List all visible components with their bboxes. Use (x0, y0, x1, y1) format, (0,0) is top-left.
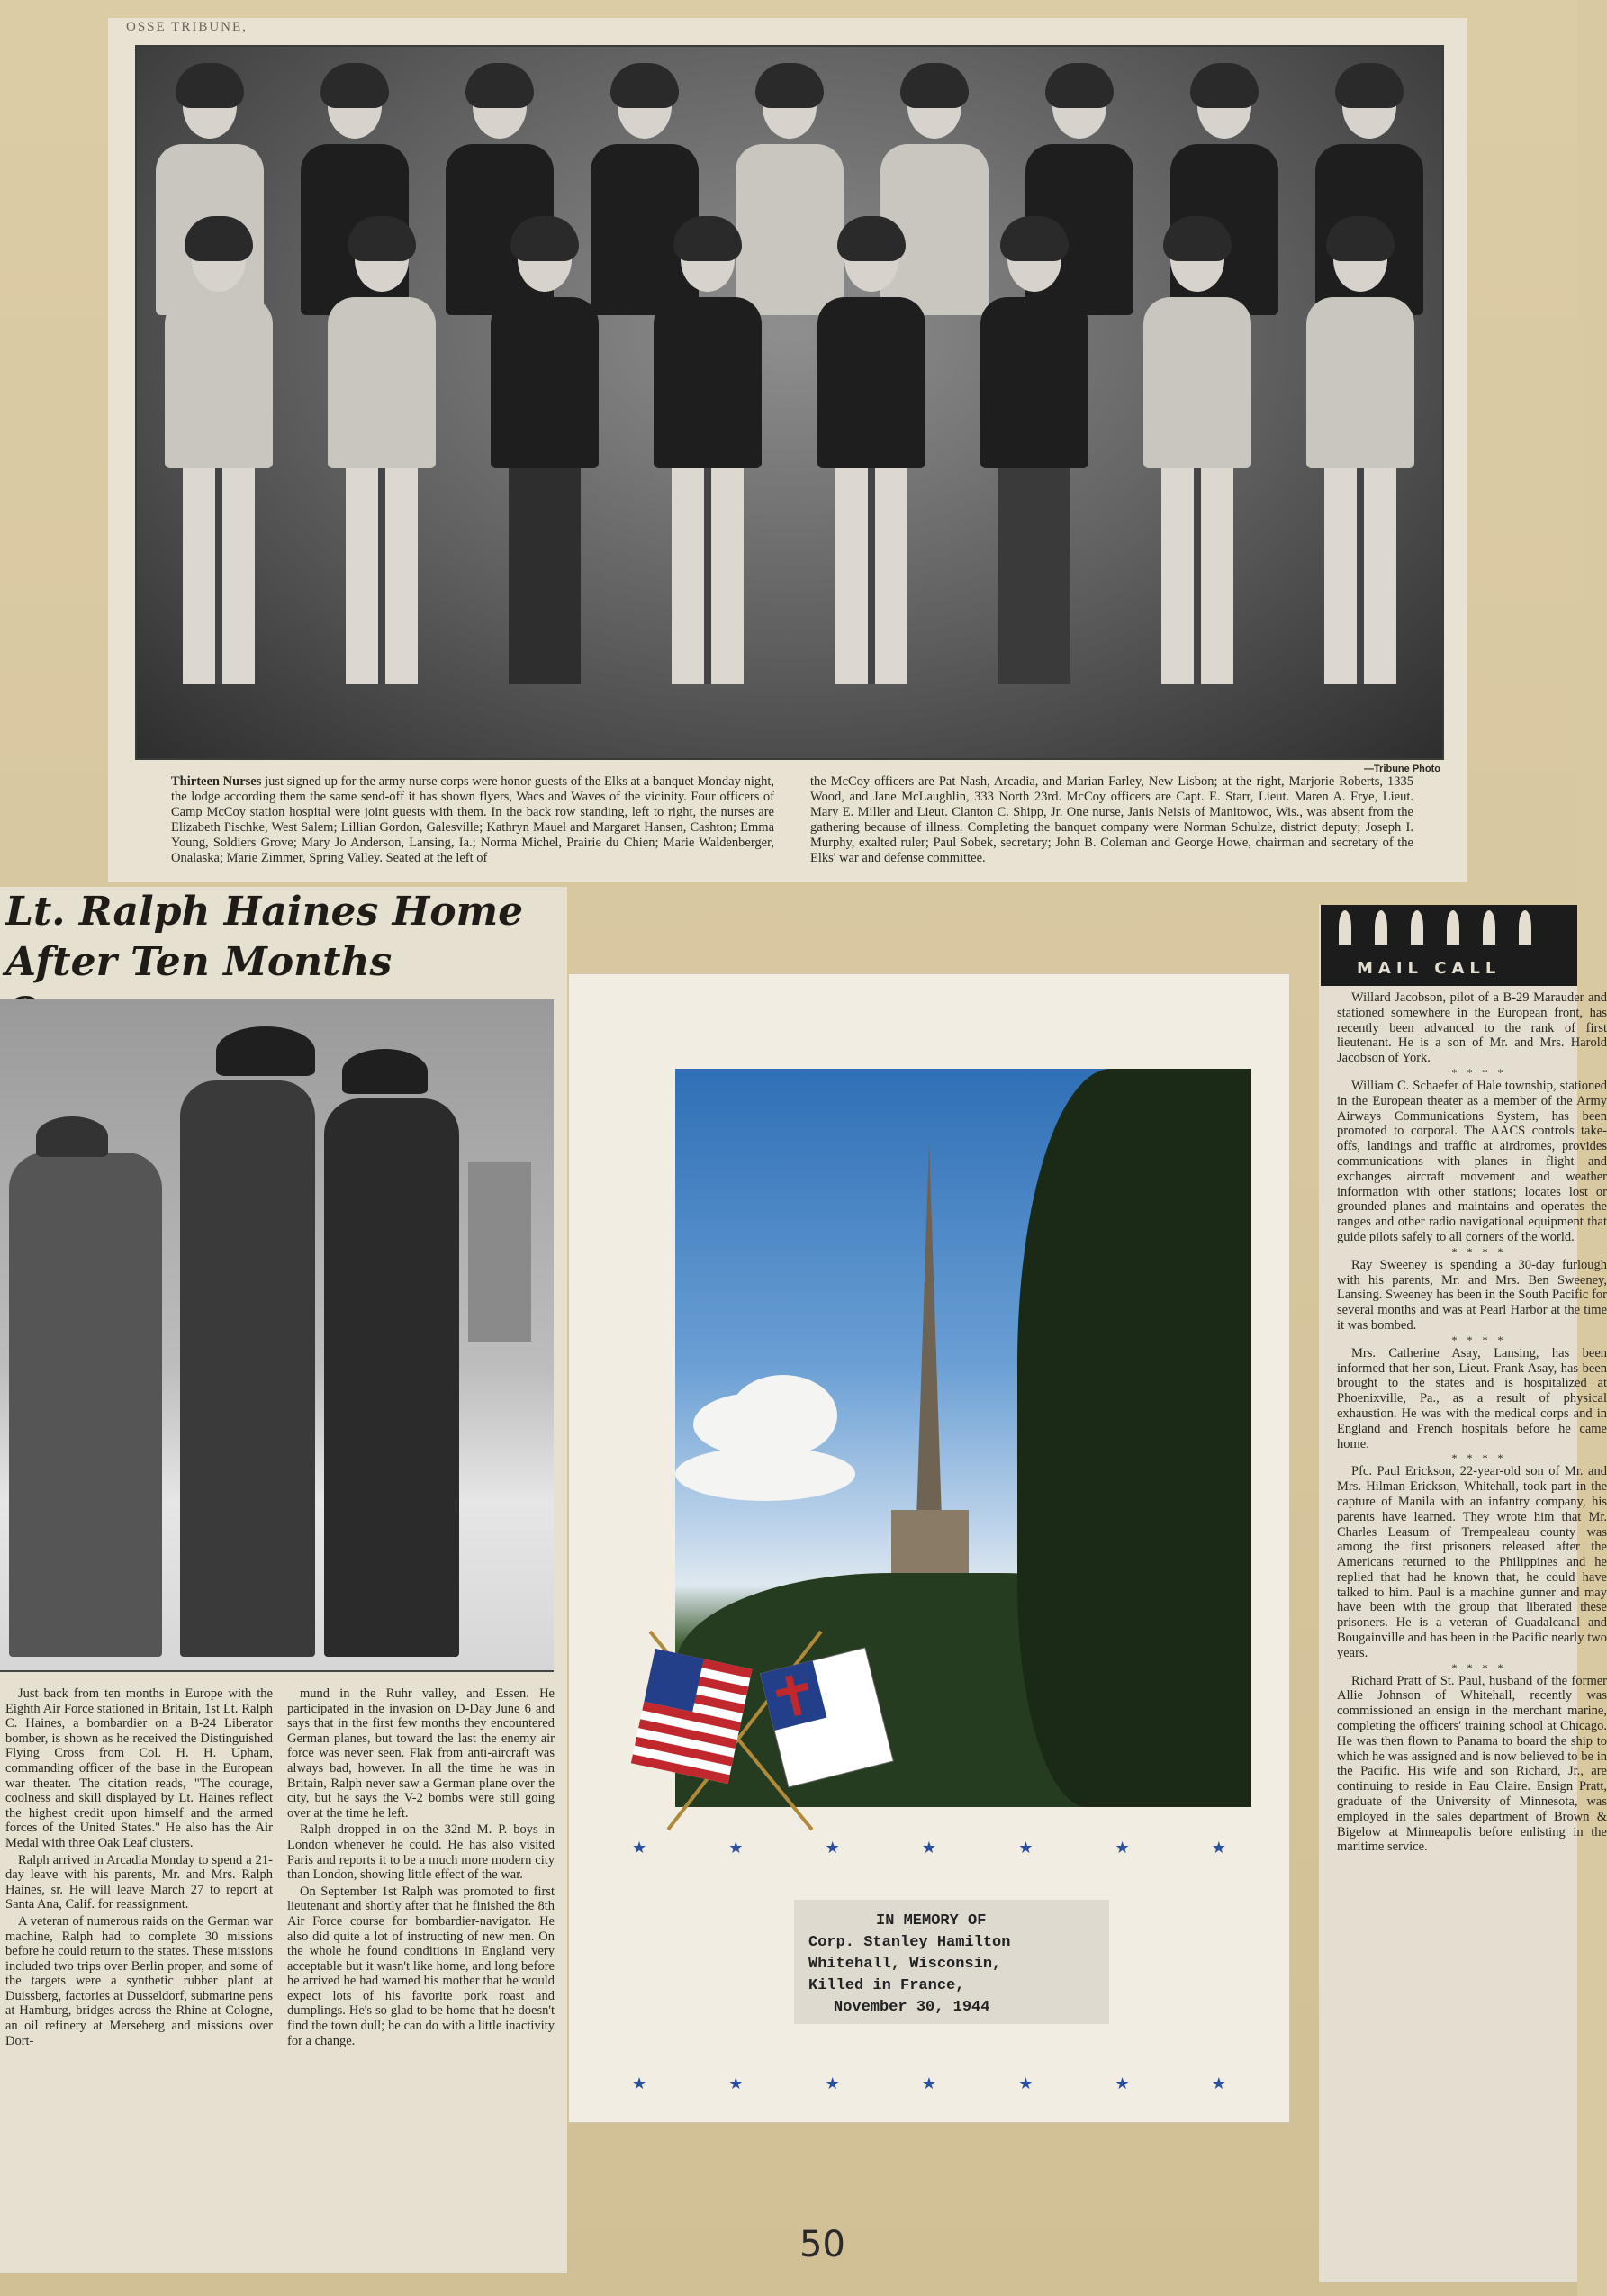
nurses-group-photo (135, 45, 1444, 760)
star-icon: ★ (728, 2075, 744, 2093)
memorial-line-1: IN MEMORY OF (876, 1912, 987, 1930)
star-icon: ★ (921, 2075, 937, 2093)
paragraph: William C. Schaefer of Hale township, stationed in the European theater as a member of the Army Airways Communications System, has been promoted to corporal. The AACS controls take-offs, landings and traffic at airdromes, provides communications with planes in flight and exchanges aircraft movement and weather information with other stations; locates lost or grounded planes and maintains and operates the ranges and other radio navigational equipment that guide pilots safely to all corners of the world. (1337, 1078, 1607, 1244)
separator: * * * * (1451, 1660, 1507, 1674)
headline-line-1: Lt. Ralph Haines Home (5, 889, 524, 935)
star-icon: ★ (825, 1839, 840, 1857)
paragraph: Just back from ten months in Europe with the Eighth Air Force stationed in Britain, 1st Lt. Ralph C. Haines, a bombardier on a B-24 Liberator bomber, is shown as he received the Distinguished Flying Cross from Col. H. H. Upham, commanding officer of the base in the European war theater. The citation reads, "The courage, coolness and skill displayed by Lt. Haines reflect the highest credit upon himself and the armed forces of the United States." He also has the Air Medal with three Oak Leaf clusters. (5, 1686, 273, 1850)
article-body (5, 1686, 555, 2050)
star-icon: ★ (1211, 2075, 1226, 2093)
nurses-caption (171, 774, 1413, 866)
star-icon: ★ (1115, 2075, 1130, 2093)
person (328, 227, 436, 684)
person (817, 227, 925, 684)
star-icon: ★ (1018, 2075, 1034, 2093)
person (654, 227, 762, 684)
article-column-1 (5, 1686, 273, 2050)
paragraph: Pfc. Paul Erickson, 22-year-old son of Mr. and Mrs. Hilman Erickson, Whitehall, took part in the capture of Manila with an infantry company, his parents have learned. They wrote him that Mr. Charles Leasum of Trempealeau county was among the first prisoners released after the Americans returned to the Philippines and he replied that had he known that, he could have talked to him. Paul is a machine gunner and may have been with the group that liberated these prisoners. He is a veteran of Guadalcanal and Bougainville and has been in the Pacific nearly two years. (1337, 1464, 1607, 1660)
memorial-inscription (794, 1900, 1109, 2024)
caption-right: the McCoy officers are Pat Nash, Arcadia, and Marian Farley, New Lisbon; at the right, Marjorie Roberts, 1335 Wood, and Jane McLaughlin, 333 North 23rd. McCoy officers are Capt. E. Starr, Lieut. Maren A. Frye, Lieut. Mary E. Miller and Lieut. Clanton C. Shipp, Jr. One nurse, Janis Neisis of Manitowoc, Wis., was absent from the gathering because of illness. Completing the banquet company were Norman Schulze, district deputy; Joseph I. Murphy, exalted ruler; Paul Sobek, secretary; John B. Coleman and George Howe, chairman and secretary of the Elks' war and defense committee. (810, 774, 1413, 865)
paragraph: Willard Jacobson, pilot of a B-29 Marauder and stationed somewhere in the European front, has recently been advanced to the rank of first lieutenant. He is a son of Mr. and Mrs. Harold Jacobson of York. (1337, 990, 1607, 1066)
mail-call-body (1337, 990, 1607, 1855)
front-row (137, 227, 1442, 684)
memorial-line-5: November 30, 1944 (834, 1999, 990, 2016)
star-icon: ★ (1018, 1839, 1034, 1857)
memorial-line-4: Killed in France, (808, 1977, 965, 1994)
mail-call-title: MAIL CALL (1357, 959, 1502, 978)
memorial-line-2: Corp. Stanley Hamilton (808, 1934, 1011, 1951)
paragraph: Richard Pratt of St. Paul, husband of the former Allie Johnson of Whitehall, recently was commissioned an ensign in the merchant marine, completing the officers' training school at Chicago. He was then flown to Panama to board the ship to which he was assigned and is now believed to be in the Pacific. His wife and son Richard, Jr., are continuing to reside in Eau Claire. Ensign Pratt, graduate of the University of Minnesota, was employed in the sales department of Brown & Bigelow at Minneapolis before enlisting in the maritime service. (1337, 1673, 1607, 1855)
person (165, 227, 273, 684)
page-number: 50 (799, 2224, 845, 2265)
star-icon: ★ (1115, 1839, 1130, 1857)
memorial-line-3: Whitehall, Wisconsin, (808, 1956, 1002, 1973)
paragraph: Mrs. Catherine Asay, Lansing, has been informed that her son, Lieut. Frank Asay, has been brought to the states and is hospitalized at Phoenixville, Pa., as a result of physical exhaustion. He was with the medical corps and in England and French hospitals before he came home. (1337, 1345, 1607, 1451)
medal-ceremony-photo (0, 999, 554, 1672)
star-icon: ★ (632, 2075, 647, 2093)
star-icon: ★ (728, 1839, 744, 1857)
mail-call-banner (1321, 905, 1577, 986)
star-icon: ★ (1211, 1839, 1226, 1857)
paragraph: On September 1st Ralph was promoted to first lieutenant and shortly after that he finished the 8th Air Force course for bombardier-navigator. He also did quite a lot of instructing of new men. On the whole he found conditions in England very acceptable but it wasn't like home, and long before he arrived he had warned his mother that he would expect lots of his favorite pork roast and dumplings. He's so glad to be home that he doesn't find the town dull; he can do with a little inactivity for a change. (287, 1884, 555, 2048)
caption-lead: Thirteen Nurses (171, 774, 262, 789)
paragraph: mund in the Ruhr valley, and Essen. He participated in the invasion on D-Day June 6 and says that in the first few months they encountered German planes, but toward the last the enemy air force was never seen. Flak from anti-aircraft was always bad, however. In all the time he was in Britain, Ralph never saw a German plane over the city, but he says the V-2 bombs were still going over at the time he left. (287, 1686, 555, 1821)
paragraph: Ralph dropped in on the 32nd M. P. boys in London whenever he could. He has also visited Paris and reports it to be a much more modern city than London, showing little effect of the war. (287, 1822, 555, 1883)
stars-row-bottom (632, 2075, 1226, 2093)
crossed-flags-icon (632, 1623, 920, 1857)
paragraph: Ray Sweeney is spending a 30-day furlough with his parents, Mr. and Mrs. Ben Sweeney, Lansing. Sweeney has been in the South Pacific for several months and was at Pearl Harbor at the time it was bombed. (1337, 1257, 1607, 1333)
article-column-2 (287, 1686, 555, 2050)
star-icon: ★ (825, 2075, 840, 2093)
caption-left (171, 774, 774, 866)
separator: * * * * (1451, 1244, 1507, 1258)
headline-line-2: After Ten Months (5, 939, 393, 985)
paragraph: A veteran of numerous raids on the German war machine, Ralph had to complete 30 missions before he could return to the states. These missions included two trips over Berlin proper, and some of the targets were a synthetic rubber plant at Duissberg, factories at Dusseldorf, submarine pens at Hamburg, bridges across the Rhine at Cologne, an oil refinery at Merseberg and missions over Dort- (5, 1913, 273, 2048)
mail-call-column (1319, 905, 1607, 2282)
star-icon: ★ (921, 1839, 937, 1857)
masthead: OSSE TRIBUNE, (126, 20, 248, 34)
paragraph: Ralph arrived in Arcadia Monday to spend a 21-day leave with his parents, Mr. and Mrs. Ralph Haines, sr. He will leave March 27 to report at Santa Ana, Calif. for reassignment. (5, 1852, 273, 1912)
separator: * * * * (1451, 1065, 1507, 1079)
star-icon: ★ (632, 1839, 647, 1857)
separator: * * * * (1451, 1451, 1507, 1465)
person (1306, 227, 1414, 684)
person (1143, 227, 1251, 684)
caption-left-text: just signed up for the army nurse corps were honor guests of the Elks at a banquet Monday night, the lodge according them the same send-off it has shown flyers, Wacs and Waves of the vicinity. Four officers of Camp McCoy station hospital were joint guests with them. In the back row standing, left to right, the nurses are Elizabeth Pischke, West Salem; Lillian Gordon, Galesville; Kathryn Mauel and Margaret Hansen, Cashton; Emma Young, Soldiers Grove; Mary Jo Anderson, Lansing, Ia.; Norma Michel, Prairie du Chien; Marie Waldenberger, Onalaska; Marie Zimmer, Spring Valley. Seated at the left of (171, 774, 774, 865)
nurses-clipping (108, 18, 1467, 882)
person (491, 227, 599, 684)
separator: * * * * (1451, 1333, 1507, 1346)
stars-row-top (632, 1839, 1226, 1858)
memorial-card (569, 974, 1289, 2122)
photo-credit: —Tribune Photo (1364, 764, 1440, 774)
haines-article (0, 887, 567, 2273)
person (980, 227, 1088, 684)
